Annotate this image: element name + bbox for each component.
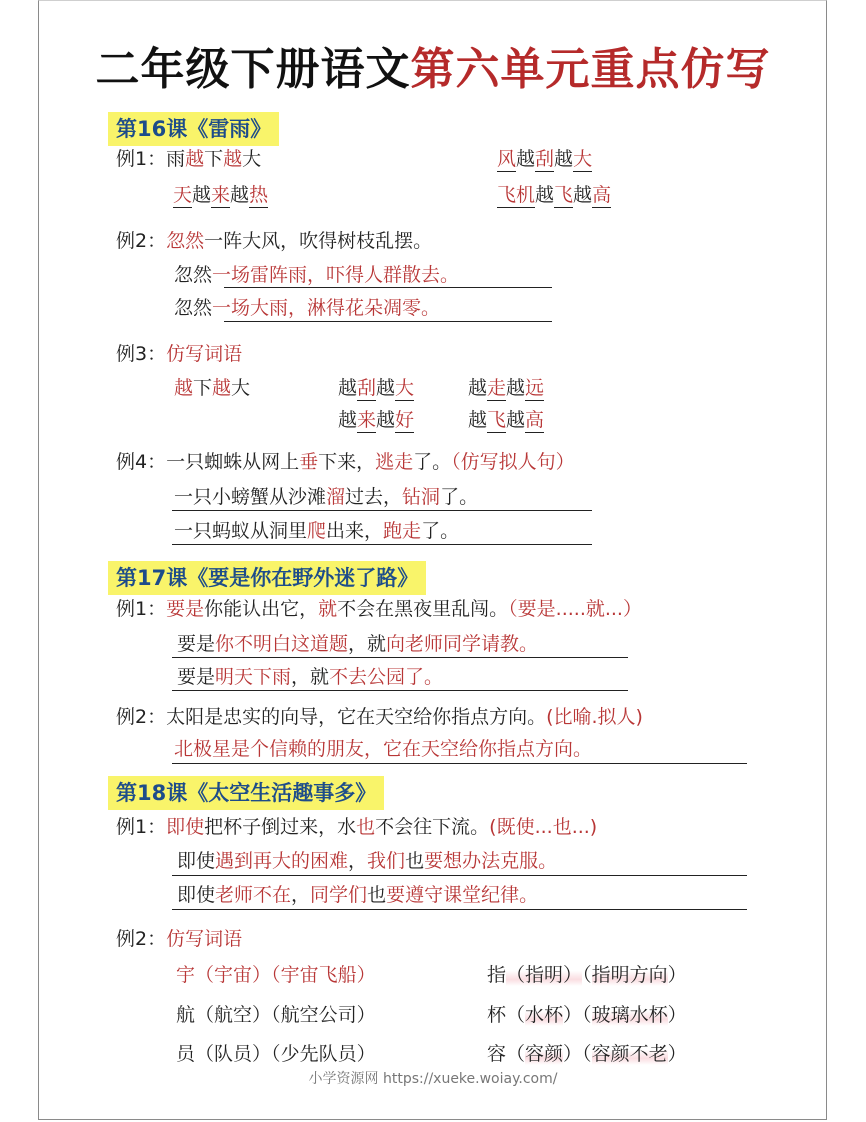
l16-ex3-task: 例3：仿写词语 <box>116 343 243 365</box>
l17-ex2-answer: 北极星是个信赖的朋友，它在天空给你指点方向。 <box>174 738 593 760</box>
l18-word-row-4: 指（指明）（指明方向） <box>487 964 687 986</box>
l16-ex2-answer-1: 忽然一场雷阵雨，吓得人群散去。 <box>174 264 460 286</box>
example-label: 例1： <box>116 148 167 170</box>
l17-ex2-model: 例2：太阳是忠实的向导，它在天空给你指点方向。(比喻.拟人) <box>116 706 643 728</box>
l18-word-row-5: 杯（水杯）（玻璃水杯） <box>487 1004 687 1026</box>
l18-word-row-2: 航（航空）（航空公司） <box>176 1004 376 1026</box>
answer-underline <box>172 544 592 545</box>
footer-watermark: 小学资源网 https://xueke.woiay.com/ <box>308 1071 558 1087</box>
l18-word-row-6: 容（容颜）（容颜不老） <box>487 1043 687 1065</box>
l18-ex1-answer-1: 即使遇到再大的困难，我们也要想办法克服。 <box>177 850 558 872</box>
title-black: 二年级下册语文 <box>95 44 411 95</box>
l18-ex1-model: 例1：即使把杯子倒过来，水也不会往下流。(既使...也...) <box>116 816 598 838</box>
l16-ex2-answer-2: 忽然一场大雨，淋得花朵凋零。 <box>174 297 441 319</box>
l18-ex1-answer-2: 即使老师不在，同学们也要遵守课堂纪律。 <box>177 884 539 906</box>
page-title <box>0 42 866 98</box>
l16-ex3-model: 越下越大 <box>174 377 251 399</box>
answer-underline <box>172 510 592 511</box>
l16-ex1-answer-3: 飞机越飞越高 <box>497 184 612 206</box>
lesson-18-header: 第18课《太空生活趣事多》 <box>108 776 384 810</box>
l18-word-row-1: 宇（宇宙）（宇宙飞船） <box>176 964 376 986</box>
answer-underline <box>172 657 628 658</box>
answer-underline <box>172 909 747 910</box>
answer-underline <box>172 763 747 764</box>
answer-underline <box>224 287 552 288</box>
l16-ex4-answer-2: 一只蚂蚁从洞里爬出来，跑走了。 <box>174 520 460 542</box>
lesson-17-header: 第17课《要是你在野外迷了路》 <box>108 561 426 595</box>
answer-underline <box>224 321 552 322</box>
lesson-16-header: 第16课《雷雨》 <box>108 112 279 146</box>
l16-ex1-answer-2: 风越刮越大 <box>497 148 593 170</box>
l16-ex3-answer-1: 越刮越大 <box>338 377 415 399</box>
l18-word-row-3: 员（队员）（少先队员） <box>176 1043 376 1065</box>
answer-underline <box>172 875 747 876</box>
l16-ex3-answer-3: 越来越好 <box>338 409 415 431</box>
l18-ex2-task: 例2：仿写词语 <box>116 928 243 950</box>
l16-ex2-model: 例2：忽然一阵大风，吹得树枝乱摆。 <box>116 230 433 252</box>
answer-underline <box>172 690 628 691</box>
title-red: 第六单元重点仿写 <box>410 44 771 95</box>
l17-ex1-answer-2: 要是明天下雨，就不去公园了。 <box>177 666 444 688</box>
l16-ex4-answer-1: 一只小螃蟹从沙滩溜过去，钻洞了。 <box>174 486 479 508</box>
l17-ex1-answer-1: 要是你不明白这道题，就向老师同学请教。 <box>177 633 539 655</box>
l16-ex3-answer-2: 越走越远 <box>468 377 545 399</box>
l16-ex4-model: 例4：一只蜘蛛从网上垂下来，逃走了。（仿写拟人句） <box>116 451 575 473</box>
l16-ex1-model: 例1：雨越下越大 <box>116 148 262 170</box>
l16-ex3-answer-4: 越飞越高 <box>468 409 545 431</box>
l16-ex1-answer-1: 天越来越热 <box>173 184 269 206</box>
l17-ex1-model: 例1：要是你能认出它，就不会在黑夜里乱闯。（要是.....就...） <box>116 598 642 620</box>
